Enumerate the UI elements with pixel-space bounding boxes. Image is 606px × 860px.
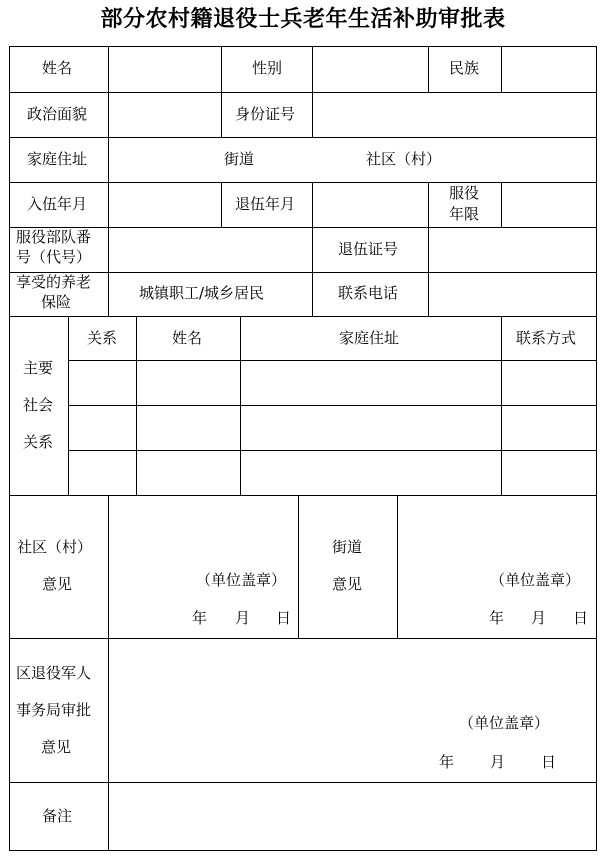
col-border [501,46,502,92]
row-border [9,182,597,183]
row-border [68,450,597,451]
community-opinion-label-line1: 社区（村） [17,538,93,556]
col-border [312,46,313,92]
home-address-label: 家庭住址 [27,150,88,168]
row-border [9,46,597,47]
community-opinion-label-line2: 意见 [42,575,73,593]
relations-header-name: 姓名 [172,329,203,347]
gender-label: 性别 [252,59,283,77]
relations-side-label-line1: 主要 [23,359,54,377]
service-years-label-line2: 年限 [449,205,480,223]
unit-code-label-line2: 号（代号） [16,248,92,266]
name-field[interactable] [112,50,216,88]
row-border [9,782,597,783]
row-border [9,316,597,317]
relations-header-relation: 关系 [87,329,118,347]
col-border [221,182,222,227]
name-label: 姓名 [42,59,73,77]
col-border [240,316,241,495]
row-border [9,92,597,93]
col-border [108,182,109,227]
remarks-label: 备注 [42,807,73,825]
street-seal-text: （单位盖章） [490,571,581,589]
col-border [501,182,502,227]
relations-side-label-line3: 关系 [23,433,54,451]
discharge-date-field[interactable] [316,186,424,224]
community-village-label: 社区（村） [366,150,442,168]
col-border [9,46,10,851]
row-border [9,272,597,273]
street-opinion-label-line2: 意见 [332,575,363,593]
community-date-year: 年 [192,609,208,627]
relations-header-address: 家庭住址 [339,329,400,347]
col-border [108,495,109,638]
id-number-label: 身份证号 [235,105,296,123]
community-seal-text: （单位盖章） [196,571,287,589]
col-border [221,92,222,137]
service-years-field[interactable] [505,186,593,224]
district-opinion-label-line2: 事务局审批 [16,701,92,719]
col-border [108,227,109,316]
community-date-month: 月 [235,609,251,627]
remarks-field[interactable] [112,786,592,846]
unit-code-field[interactable] [112,231,308,269]
ethnicity-field[interactable] [505,50,593,88]
row-border [9,638,597,639]
col-border [428,46,429,92]
row-border [68,360,597,361]
district-date-year: 年 [439,753,455,771]
col-border [108,46,109,137]
row-border [9,495,597,496]
discharge-date-label: 退伍年月 [235,195,296,213]
street-date-month: 月 [531,609,547,627]
col-border [428,182,429,227]
discharge-cert-label: 退伍证号 [338,240,399,258]
col-border [108,137,109,182]
row-border [9,227,597,228]
discharge-cert-field[interactable] [432,231,592,269]
ethnicity-label: 民族 [449,59,480,77]
col-border [428,227,429,316]
row-border [9,850,597,851]
id-number-field[interactable] [316,96,592,134]
col-border [501,316,502,495]
col-border [312,182,313,227]
col-border [312,92,313,137]
community-date-day: 日 [276,609,292,627]
district-opinion-label-line1: 区退役军人 [16,664,92,682]
page-title: 部分农村籍退役士兵老年生活补助审批表 [100,6,506,32]
phone-field[interactable] [432,276,592,314]
col-border [298,495,299,638]
col-border [136,316,137,495]
pension-label-line2: 保险 [41,293,72,311]
row-border [68,405,597,406]
district-opinion-label-line3: 意见 [41,738,72,756]
pension-label-line1: 享受的养老 [16,273,92,291]
col-border [221,46,222,92]
district-date-month: 月 [490,753,506,771]
political-status-field[interactable] [112,96,216,134]
political-status-label: 政治面貌 [27,105,88,123]
col-border [596,46,597,851]
street-date-year: 年 [489,609,505,627]
service-years-label-line1: 服役 [449,184,480,202]
col-border [108,638,109,851]
row-border [9,137,597,138]
unit-code-label-line1: 服役部队番 [16,228,92,246]
phone-label: 联系电话 [338,284,399,302]
street-date-day: 日 [573,609,589,627]
enlist-date-label: 入伍年月 [27,195,88,213]
col-border [397,495,398,638]
district-seal-text: （单位盖章） [459,714,550,732]
district-date-day: 日 [541,753,557,771]
col-border [312,227,313,316]
street-opinion-label-line1: 街道 [332,538,363,556]
relations-header-contact: 联系方式 [516,329,577,347]
relations-side-label-line2: 社会 [23,396,54,414]
pension-value: 城镇职工/城乡居民 [139,284,265,302]
col-border [68,316,69,495]
street-label: 街道 [224,150,255,168]
enlist-date-field[interactable] [112,186,216,224]
gender-field[interactable] [316,50,424,88]
